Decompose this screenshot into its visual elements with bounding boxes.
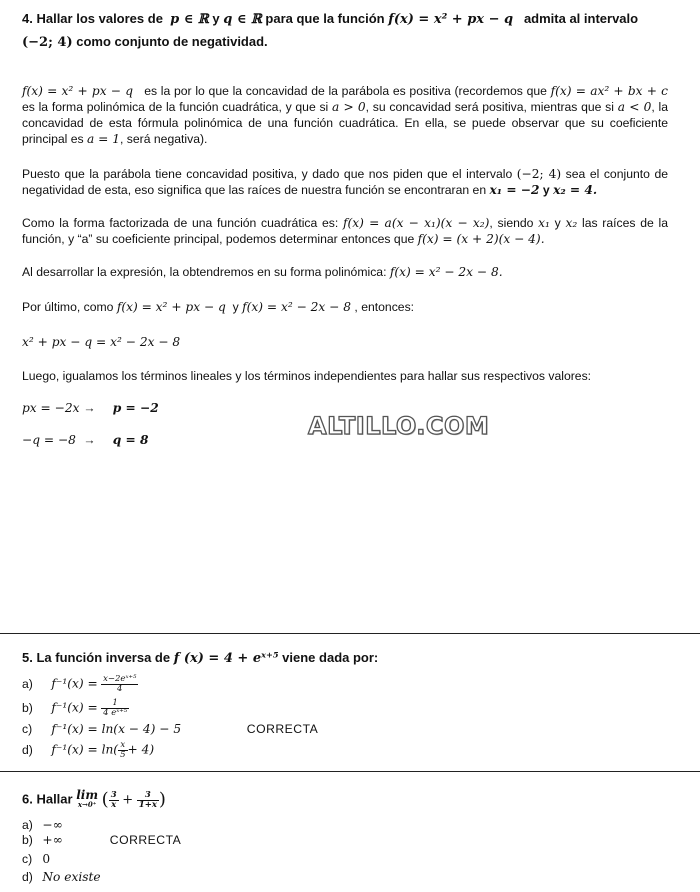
q4-title-text-c: admita al intervalo <box>523 11 639 26</box>
p1-poly: f(x) = ax² + bx + c <box>550 84 668 98</box>
q4-paragraph-4 <box>22 264 668 280</box>
watermark: ALTILLO.COM <box>308 412 490 440</box>
q4-title-function: f(x) = x² + px − q <box>388 12 514 27</box>
q6-b-value: +∞ <box>42 833 63 847</box>
q5-title-function: f (x) = 4 + eˣ⁺⁵ <box>173 651 279 666</box>
q6-f1-num: 3 <box>110 789 117 800</box>
p5-func-1: f(x) = x² + px − q <box>116 300 226 314</box>
q6-d-label: d) <box>22 870 33 884</box>
q6-frac-2 <box>137 791 159 810</box>
p1-func: f(x) = x² + px − q <box>22 84 134 98</box>
q6-d-value: No existe <box>42 870 101 884</box>
p2-text-c: sea el conjunto de negatividad de esta, eso significa que las raíces de nuestra función se encontraran en <box>22 167 668 197</box>
q4-title-y: y <box>212 11 220 26</box>
q4-paragraph-5 <box>22 299 668 315</box>
p1-a-one: a = 1 <box>87 132 121 146</box>
q5-a-label: a) <box>22 676 33 691</box>
eq3-result: q = 8 <box>112 433 149 447</box>
q4-title-interval: (−2; 4) <box>22 35 73 50</box>
q6-a-value: −∞ <box>42 818 63 832</box>
q6-f2-num: 3 <box>137 791 159 801</box>
p3-x2: x₂ <box>565 216 578 230</box>
divider-q4-q5 <box>0 633 700 634</box>
q4-title <box>22 11 668 28</box>
q6-c-label: c) <box>22 852 33 866</box>
p2-root-2: x₂ = 4. <box>553 183 598 197</box>
p1-text-d: es la forma polinómica de la función cuadrática, y que si <box>22 100 329 114</box>
p4-text-a: Al desarrollar la expresión, la obtendremos en su forma polinómica: <box>22 265 387 279</box>
q5-b-num: 1 <box>101 699 129 709</box>
p2-interval: (−2; 4) <box>516 167 562 181</box>
p1-text-j: , será negativa). <box>120 132 208 146</box>
q5-d-rhs: + 4) <box>127 742 155 757</box>
p3-x1: x₁ <box>538 216 550 230</box>
p1-text-f: , su concavidad será positiva, mientras que si <box>365 100 614 114</box>
q6-title-text: 6. Hallar <box>22 791 73 807</box>
q4-paragraph-6: Luego, igualamos los términos lineales y los términos independientes para hallar sus respectivos valores: <box>22 369 592 383</box>
q5-c-expr: f⁻¹(x) = ln(x − 4) − 5 <box>51 722 182 736</box>
divider-q5-q6 <box>0 771 700 772</box>
q4-paragraph-2 <box>22 166 668 198</box>
q4-paragraph-1 <box>22 83 668 147</box>
q5-option-d <box>22 741 154 760</box>
p3-factored: f(x) = a(x − x₁)(x − x₂) <box>343 216 490 230</box>
q5-option-a <box>22 675 138 694</box>
eq2-lhs: px = −2x <box>22 401 80 415</box>
p3-text-a: Como la forma factorizada de una función cuadrática es: <box>22 216 339 230</box>
q5-option-b <box>22 699 129 718</box>
q5-title-text-a: 5. La función inversa de <box>22 650 171 665</box>
q6-f1-den: x <box>111 799 117 810</box>
q4-title-q: q ∈ ℝ <box>223 12 262 27</box>
q5-d-den: 5 <box>120 750 126 760</box>
q6-title: 6. Hallar lim x→0⁺ ( $\frac{3}{x}$ + $\frac{3}{1+x}$ ) <box>22 788 166 810</box>
q6-f2-den: 1+x <box>138 799 157 810</box>
q6-option-c <box>22 851 50 867</box>
q5-d-lhs: f⁻¹(x) = ln( <box>51 742 119 757</box>
p5-text-a: Por último, como <box>22 300 114 314</box>
p1-text-b: es la por lo que la concavidad de la parábola es positiva (recordemos que <box>144 84 547 98</box>
q4-title-text-b: para que la función <box>265 11 385 26</box>
p5-y: y <box>232 300 239 314</box>
p1-a-neg: a < 0 <box>617 100 652 114</box>
p1-a-pos: a > 0 <box>332 100 366 114</box>
p2-root-1: x₁ = −2 <box>489 183 540 197</box>
q4-paragraph-3 <box>22 215 668 247</box>
q6-limit <box>76 790 98 810</box>
p2-text-a: Puesto que la parábola tiene concavidad positiva, y dado que nos piden que el intervalo <box>22 167 513 181</box>
q6-correct-mark: CORRECTA <box>109 833 182 847</box>
q5-b-lhs: f⁻¹(x) = <box>51 700 98 715</box>
eq3-arrow: → <box>83 433 96 447</box>
eq3-lhs: −q = −8 <box>22 433 76 447</box>
q4-number: 4. <box>22 11 33 26</box>
q6-c-value: 0 <box>42 852 51 866</box>
q6-option-d <box>22 869 101 885</box>
q5-title-text-b: viene dada por: <box>282 650 379 665</box>
q6-option-b <box>22 832 181 848</box>
q6-option-a <box>22 817 63 833</box>
q5-d-label: d) <box>22 742 33 757</box>
q4-title-p: p ∈ ℝ <box>170 12 209 27</box>
q6-plus: + <box>122 792 134 808</box>
eq2-arrow: → <box>83 401 96 415</box>
p1-text-h: , la concavidad de esta fórmula polinómica de una función cuadrática. En ella, se puede observar que su coeficiente principal es <box>22 100 668 146</box>
q6-lim: lim <box>76 788 99 802</box>
q5-b-fraction <box>101 699 129 718</box>
q5-d-num: x <box>118 741 127 751</box>
q4-title-text-d: como conjunto de negatividad. <box>76 34 268 49</box>
q4-title-text-a: Hallar los valores de <box>36 11 163 26</box>
p3-result: f(x) = (x + 2)(x − 4). <box>417 232 545 246</box>
p4-poly: f(x) = x² − 2x − 8. <box>389 265 503 279</box>
p3-text-c: , siendo <box>489 216 534 230</box>
q5-option-c <box>22 721 318 737</box>
q5-b-den: 4 eˣ⁺⁵ <box>103 708 128 718</box>
q6-a-label: a) <box>22 818 33 832</box>
q4-equation-1: x² + px − q = x² − 2x − 8 <box>22 335 181 349</box>
q6-frac-1 <box>109 791 119 810</box>
q4-title-line2 <box>22 34 668 51</box>
p3-y: y <box>554 216 561 230</box>
q6-b-label: b) <box>22 833 33 847</box>
q5-correct-mark: CORRECTA <box>246 722 319 736</box>
q5-a-fraction <box>101 675 138 694</box>
q5-c-label: c) <box>22 722 33 736</box>
eq2-result: p = −2 <box>112 401 159 415</box>
p3-text-g: las raíces de la función, y “a” su coeficiente principal, podemos determinar entonces que <box>22 216 668 246</box>
q5-a-lhs: f⁻¹(x) = <box>51 676 98 691</box>
q5-d-fraction <box>118 741 127 760</box>
q5-title <box>22 650 668 667</box>
q5-a-num: x−2eˣ⁺⁵ <box>103 674 137 684</box>
q6-lim-sub: x→0⁺ <box>77 800 97 809</box>
p5-func-2: f(x) = x² − 2x − 8 <box>242 300 352 314</box>
q5-a-den: 4 <box>117 684 123 694</box>
q5-b-label: b) <box>22 700 33 715</box>
p2-y: y <box>542 183 550 197</box>
p5-text-e: , entonces: <box>354 300 415 314</box>
